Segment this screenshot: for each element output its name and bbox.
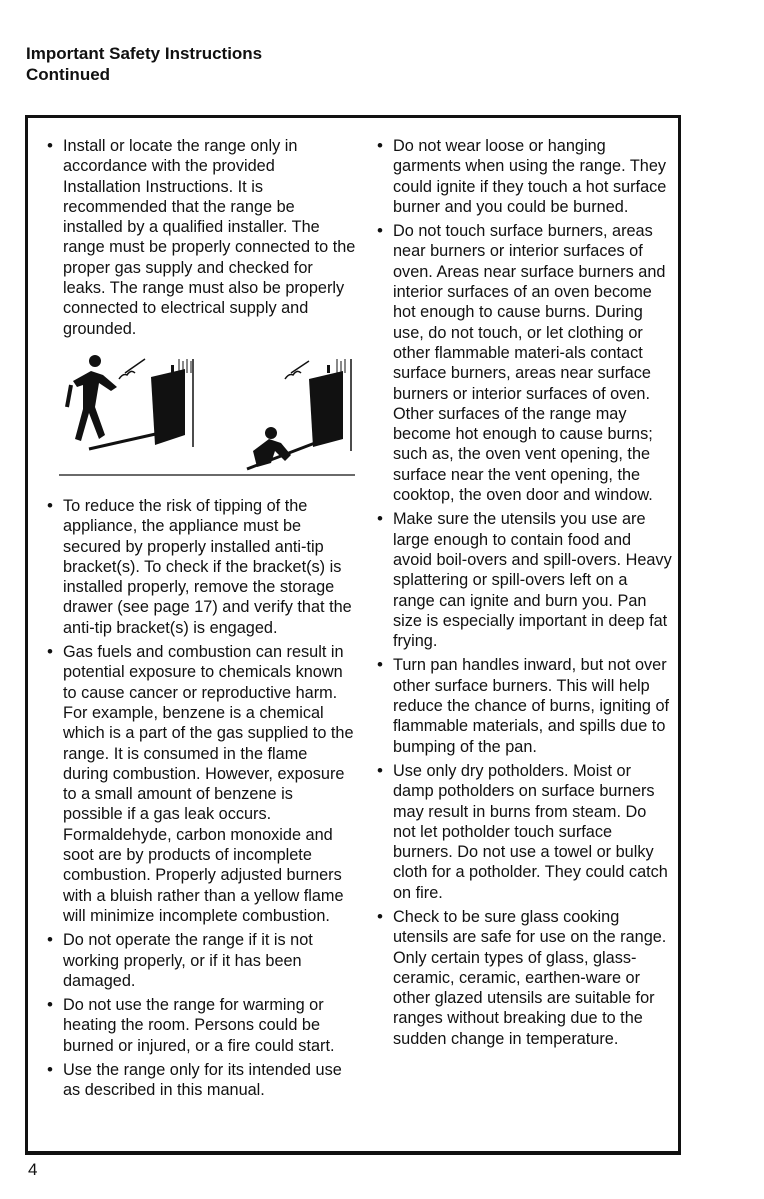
list-item: • Do not use the range for warming or heating the room. Persons could be burned or injured, or a fire could start. xyxy=(41,995,356,1056)
section-heading xyxy=(26,43,262,85)
list-item: • To reduce the risk of tipping of the appliance, the appliance must be secured by properly installed anti-tip bracket(s). To check if the bracket(s) is installed properly, remove the storage drawer (see page 17) and verify that the anti-tip bracket(s) is engaged. xyxy=(41,496,356,638)
right-column xyxy=(371,136,673,1053)
list-item: • Install or locate the range only in accordance with the provided Installation Instructions. It is recommended that the range be installed by a qualified installer. The range must be properly connected to the proper gas supply and checked for leaks. The range must also be properly connected to electrical supply and grounded. xyxy=(41,136,356,339)
child-on-door-figure xyxy=(247,359,351,469)
right-list xyxy=(371,136,673,1049)
heading-continued: Continued xyxy=(26,65,111,84)
list-item: • Make sure the utensils you use are large enough to contain food and avoid boil-overs and spill-overs. Heavy splattering or spill-overs left on a range can ignite and burn you. Pan size is especially important in deep fat frying. xyxy=(371,509,673,651)
list-item: • Use the range only for its intended use as described in this manual. xyxy=(41,1060,356,1101)
list-item: • Turn pan handles inward, but not over other surface burners. This will help reduce the chance of burns, igniting of flammable materials, and spills due to bumping of the pan. xyxy=(371,655,673,756)
adult-on-door-figure xyxy=(67,355,193,449)
instructions-frame xyxy=(25,115,681,1155)
list-item: • Check to be sure glass cooking utensils are safe for use on the range. Only certain types of glass, glass-ceramic, ceramic, earthen-ware or other glazed utensils are suitable for ranges without breaking due to the sudden change in temperature. xyxy=(371,907,673,1049)
list-item: • Use only dry potholders. Moist or damp potholders on surface burners may result in burns from steam. Do not let potholder touch surface burners. Do not use a towel or bulky cloth for a potholder. They could catch on fire. xyxy=(371,761,673,903)
list-item: • Do not operate the range if it is not working properly, or if it has been damaged. xyxy=(41,930,356,991)
left-column xyxy=(41,136,356,1105)
list-item: • Gas fuels and combustion can result in potential exposure to chemicals known to cause cancer or reproductive harm. For example, benzene is a chemical which is a part of the gas supplied to the range. It is consumed in the flame during combustion. However, exposure to a small amount of benzene is possible if a gas leak occurs. Formaldehyde, carbon monoxide and soot are by products of incomplete combustion. Properly adjusted burners with a bluish rather than a yellow flame will minimize incomplete combustion. xyxy=(41,642,356,926)
left-list-top xyxy=(41,136,356,339)
list-item: • Do not wear loose or hanging garments when using the range. They could ignite if they touch a hot surface burner and you could be burned. xyxy=(371,136,673,217)
left-list-bottom xyxy=(41,496,356,1101)
list-item: • Do not touch surface burners, areas near burners or interior surfaces of oven. Areas near surface burners and interior surfaces of an oven become hot enough to cause burns. During use, do not touch, or let clothing or other flammable materi-als contact surface burners, areas near surface burners or interior surfaces of oven. Other surfaces of the range may become hot enough to cause burns; such as, the oven vent opening, the surface near the vent opening, the cooktop, the oven door and window. xyxy=(371,221,673,505)
tipping-illustration xyxy=(59,351,359,479)
page-number: 4 xyxy=(28,1160,38,1179)
heading-title: Important Safety Instructions xyxy=(26,44,263,63)
